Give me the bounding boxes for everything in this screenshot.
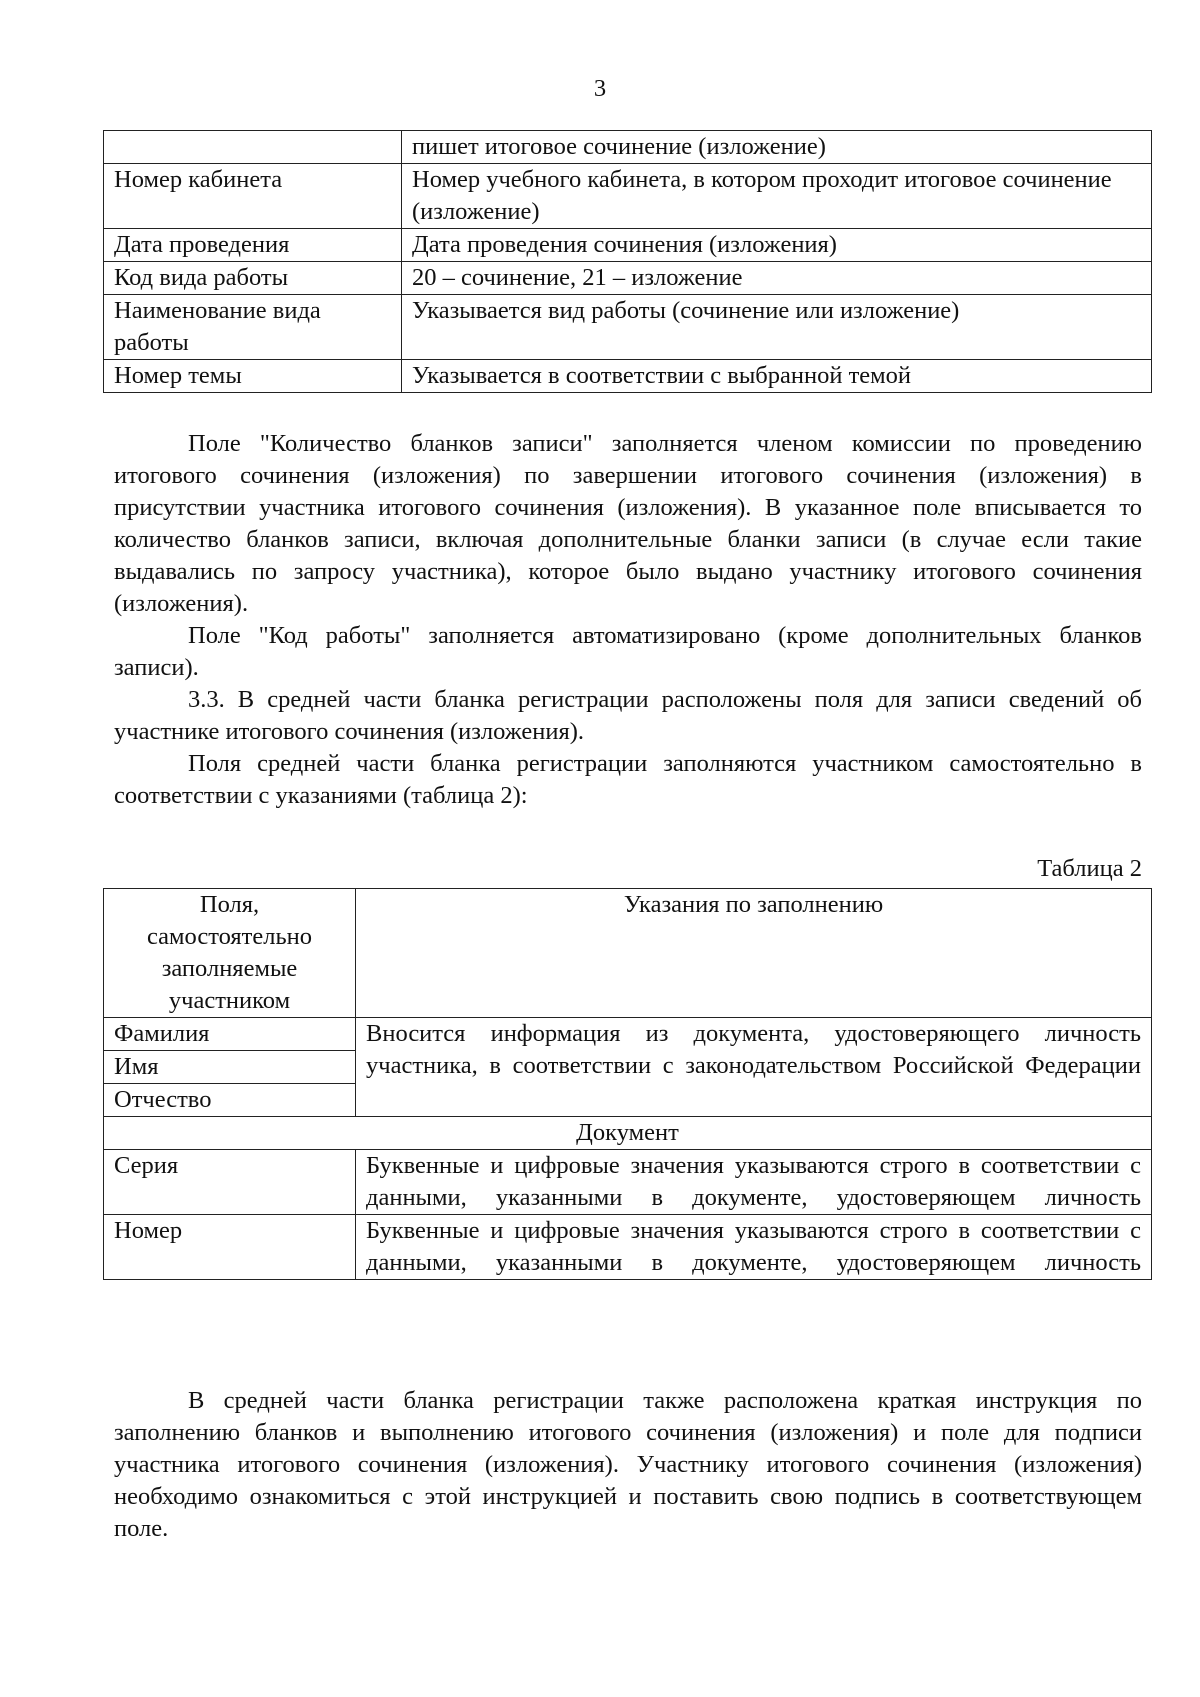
table-cell-field — [104, 131, 402, 164]
table-participant-fields — [103, 888, 1152, 1280]
table-cell-field: Серия — [104, 1150, 356, 1215]
paragraph: В средней части бланка регистрации также расположена краткая инструкция по заполнению бланков и выполнению итогового сочинения (изложения) и поле для подписи участника итогового сочинения (изложения). Участнику итогового сочинения (изложения) необходимо ознакомиться с этой инструкцией и поставить свою подпись в соответствующем поле. — [114, 1387, 1142, 1542]
table-cell-instruction: Вносится информация из документа, удостоверяющего личность участника, в соответствии с законодательством Российской Федерации — [356, 1018, 1152, 1117]
table-cell-field: Имя — [104, 1051, 356, 1084]
table-cell-field: Номер — [104, 1215, 356, 1280]
table-row — [104, 295, 1152, 360]
body-text-block — [114, 428, 1142, 812]
table-cell-description: Указывается в соответствии с выбранной темой — [402, 360, 1152, 393]
table-cell-description: Номер учебного кабинета, в котором проходит итоговое сочинение (изложение) — [402, 164, 1152, 229]
table-cell-field: Отчество — [104, 1084, 356, 1117]
table-cell-instruction: Буквенные и цифровые значения указываются строго в соответствии с данными, указанными в документе, удостоверяющем личность — [356, 1150, 1152, 1215]
page-number: 3 — [593, 75, 607, 102]
table-row — [104, 1150, 1152, 1215]
table-cell-instruction: Буквенные и цифровые значения указываются строго в соответствии с данными, указанными в документе, удостоверяющем личность — [356, 1215, 1152, 1280]
table-cell-field: Наименование вида работы — [104, 295, 402, 360]
table-caption: Таблица 2 — [1037, 855, 1142, 882]
table-row — [104, 1215, 1152, 1280]
table-registration-fields-top — [103, 130, 1152, 393]
table-section-row — [104, 1117, 1152, 1150]
table-row — [104, 164, 1152, 229]
table-cell-field: Номер кабинета — [104, 164, 402, 229]
table-cell-description: Указывается вид работы (сочинение или изложение) — [402, 295, 1152, 360]
table-cell-field: Номер темы — [104, 360, 402, 393]
table-row — [104, 1018, 1152, 1051]
table-header-fields: Поля, самостоятельно заполняемые участником — [104, 889, 356, 1018]
table-cell-field: Фамилия — [104, 1018, 356, 1051]
table-cell-description: пишет итоговое сочинение (изложение) — [402, 131, 1152, 164]
paragraph: Поля средней части бланка регистрации заполняются участником самостоятельно в соответствии с указаниями (таблица 2): — [114, 750, 1142, 809]
body-text-block — [114, 1385, 1142, 1545]
table-header-instructions: Указания по заполнению — [356, 889, 1152, 1018]
table-cell-description: 20 – сочинение, 21 – изложение — [402, 262, 1152, 295]
table-row — [104, 131, 1152, 164]
table-section-title: Документ — [104, 1117, 1152, 1150]
table-cell-description: Дата проведения сочинения (изложения) — [402, 229, 1152, 262]
table-cell-field: Код вида работы — [104, 262, 402, 295]
table-header-row — [104, 889, 1152, 1018]
table-cell-field: Дата проведения — [104, 229, 402, 262]
table-row — [104, 262, 1152, 295]
paragraph: Поле "Количество бланков записи" заполняется членом комиссии по проведению итогового сочинения (изложения) по завершении итогового сочинения (изложения) в присутствии участника итогового сочинения (изложения). В указанное поле вписывается то количество бланков записи, включая дополнительные бланки записи (в случае если такие выдавались по запросу участника), которое было выдано участнику итогового сочинения (изложения). — [114, 430, 1142, 617]
table-row — [104, 360, 1152, 393]
paragraph: Поле "Код работы" заполняется автоматизировано (кроме дополнительных бланков записи). — [114, 622, 1142, 681]
table-row — [104, 229, 1152, 262]
paragraph: 3.3. В средней части бланка регистрации расположены поля для записи сведений об участнике итогового сочинения (изложения). — [114, 686, 1142, 745]
